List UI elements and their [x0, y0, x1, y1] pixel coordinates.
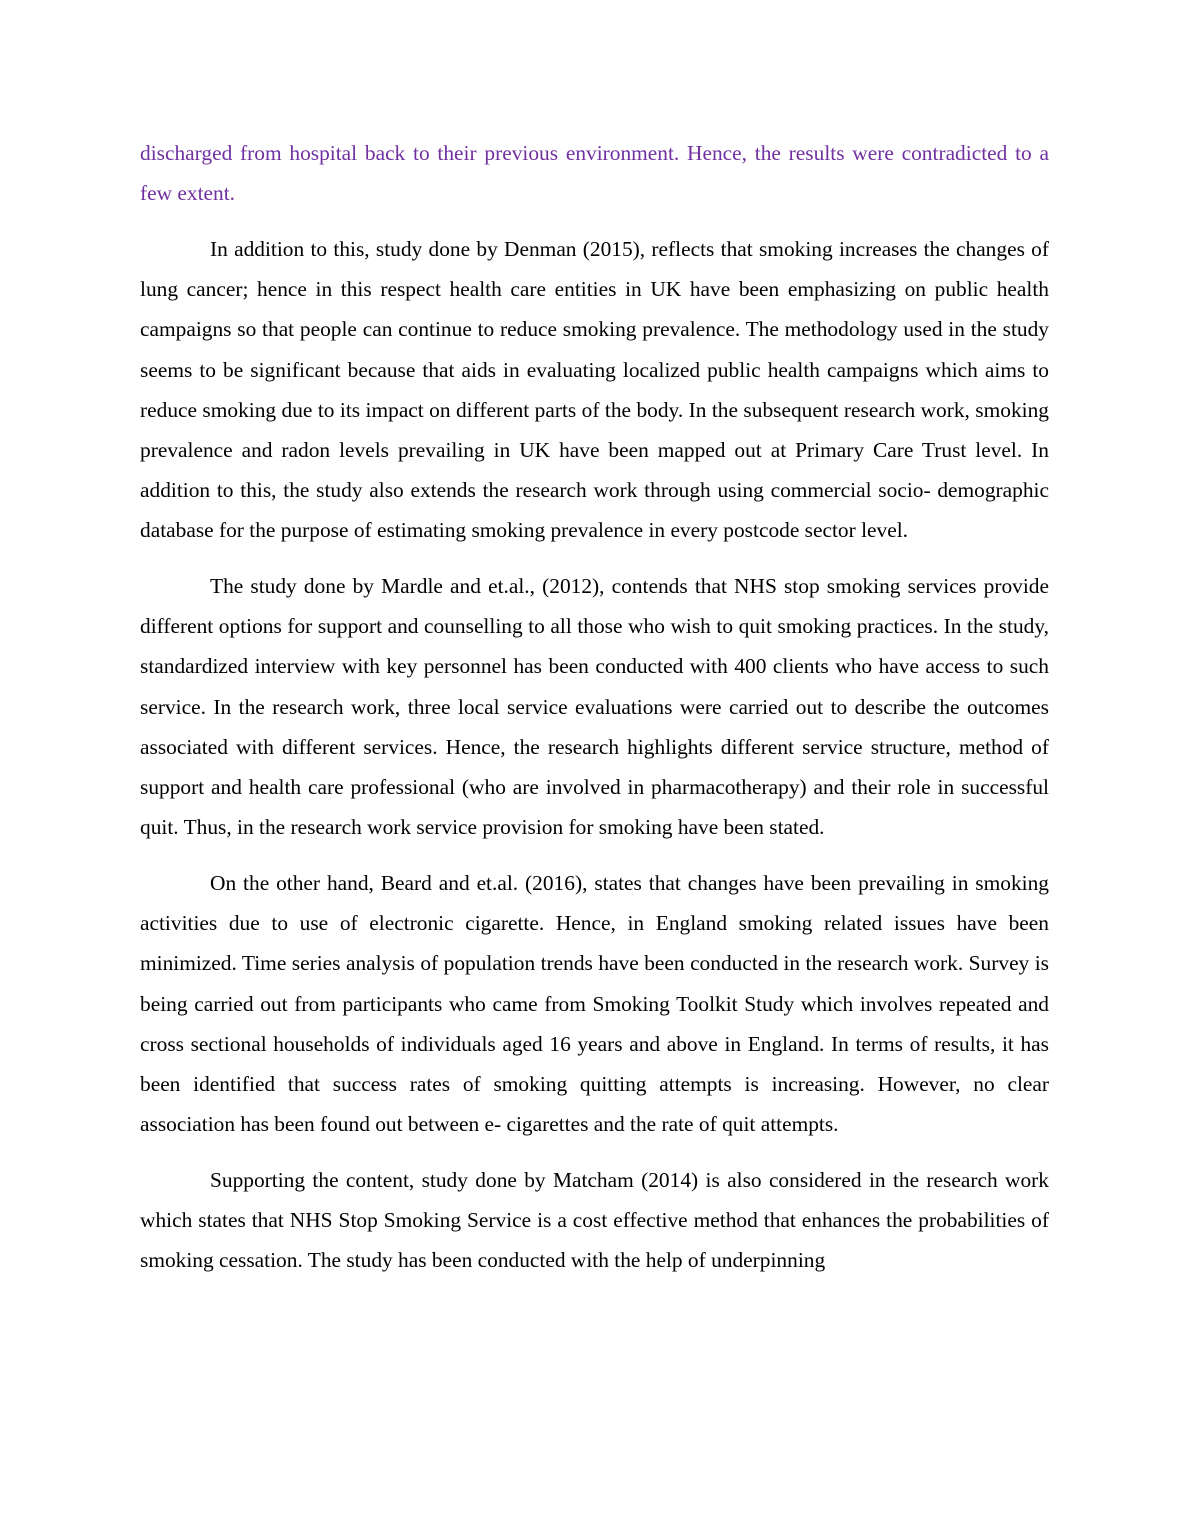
paragraph-2: In addition to this, study done by Denman (2015), reflects that smoking increases the changes of lung cancer; hence in this respect health care entities in UK have been emphasizing on public health campaigns so that people can continue to reduce smoking prevalence. The methodology used in the study seems to be significant because that aids in evaluating localized public health campaigns which aims to reduce smoking due to its impact on different parts of the body. In the subsequent research work, smoking prevalence and radon levels prevailing in UK have been mapped out at Primary Care Trust level. In addition to this, the study also extends the research work through using commercial socio- demographic database for the purpose of estimating smoking prevalence in every postcode sector level.: [140, 236, 1049, 543]
paragraph-1: discharged from hospital back to their previous environment. Hence, the results were contradicted to a few extent.: [140, 141, 1049, 206]
paragraph-4: On the other hand, Beard and et.al. (2016), states that changes have been prevailing in smoking activities due to use of electronic cigarette. Hence, in England smoking related issues have been minimized. Time series analysis of population trends have been conducted in the research work. Survey is being carried out from participants who came from Smoking Toolkit Study which involves repeated and cross sectional households of individuals aged 16 years and above in England. In terms of results, it has been identified that success rates of smoking quitting attempts is increasing. However, no clear association has been found out between e- cigarettes and the rate of quit attempts.: [140, 870, 1049, 1137]
paragraph-5: Supporting the content, study done by Matcham (2014) is also considered in the research work which states that NHS Stop Smoking Service is a cost effective method that enhances the probabilities of smoking cessation. The study has been conducted with the help of underpinning: [140, 1167, 1049, 1273]
paragraph-3: The study done by Mardle and et.al., (2012), contends that NHS stop smoking services provide different options for support and counselling to all those who wish to quit smoking practices. In the study, standardized interview with key personnel has been conducted with 400 clients who have access to such service. In the research work, three local service evaluations were carried out to describe the outcomes associated with different services. Hence, the research highlights different service structure, method of support and health care professional (who are involved in pharmacotherapy) and their role in successful quit. Thus, in the research work service provision for smoking have been stated.: [140, 574, 1049, 840]
document-page: [140, 133, 1049, 1296]
